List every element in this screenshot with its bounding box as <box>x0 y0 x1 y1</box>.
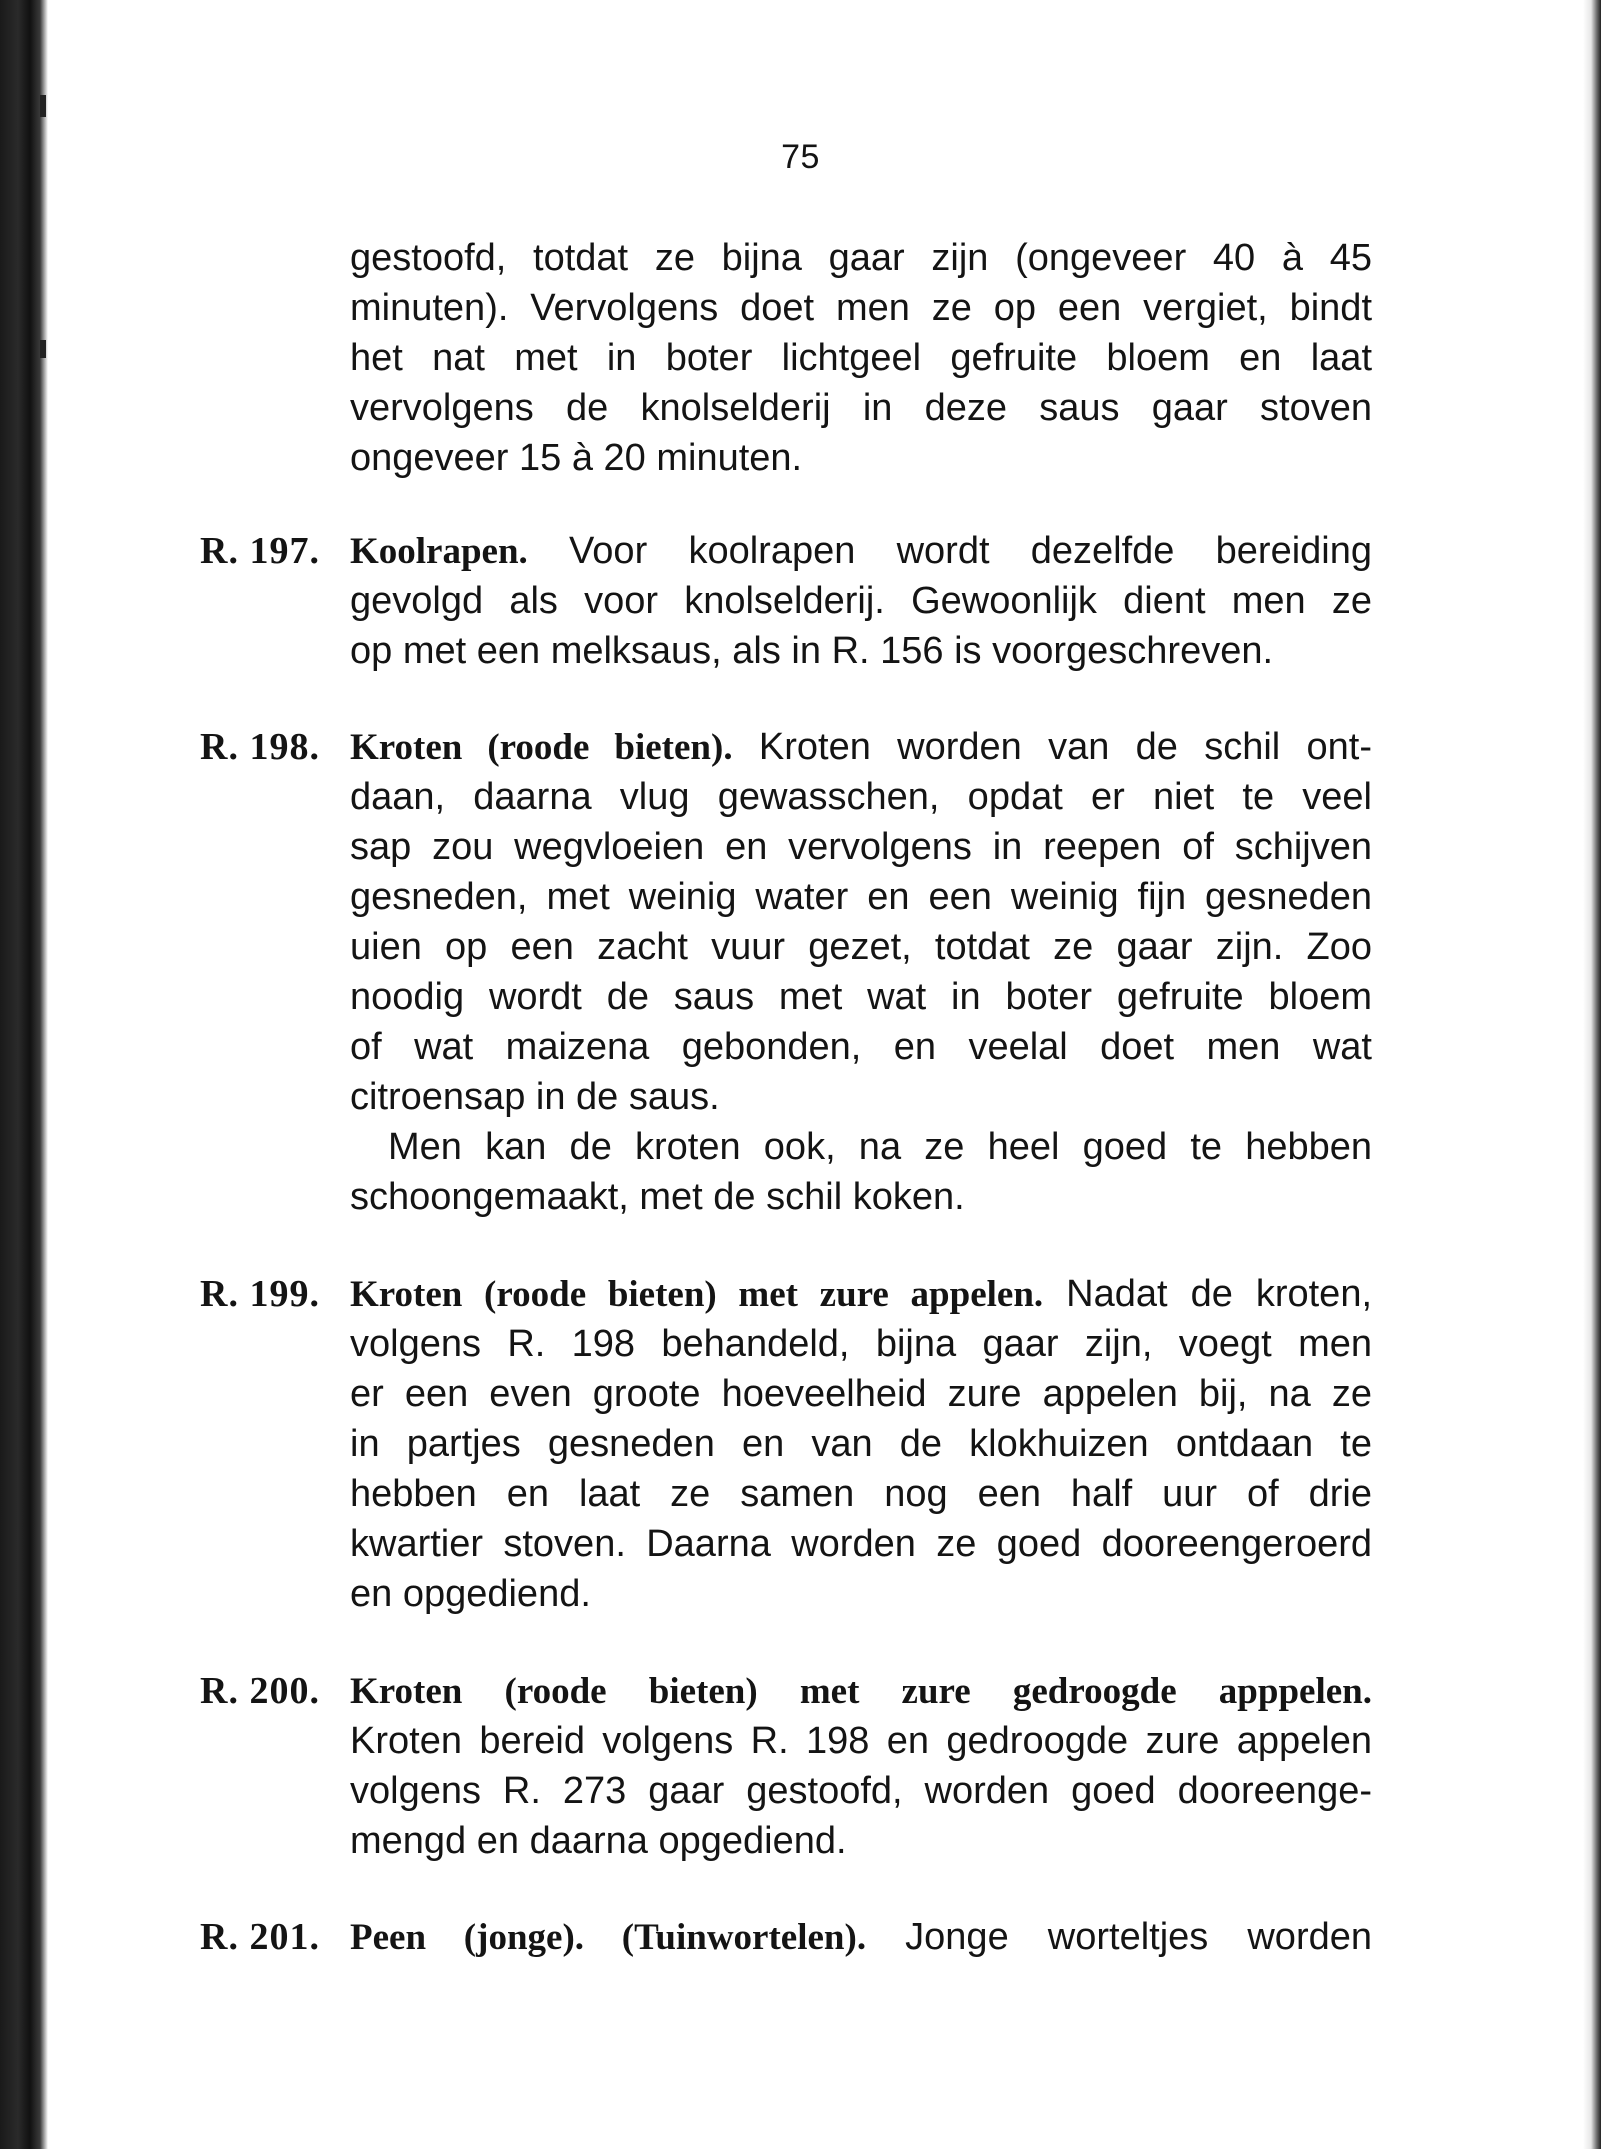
body-line: kwartier stoven. Daarna worden ze goed dooreengeroerd <box>350 1523 1372 1565</box>
body-line: er een even groote hoeveelheid zure appelen bij, na ze <box>350 1373 1372 1415</box>
body-line: of wat maizena gebonden, en veelal doet men wat <box>350 1026 1372 1068</box>
body-line: Kroten bereid volgens R. 198 en gedroogde zure appelen <box>350 1720 1372 1762</box>
body-line: volgens R. 273 gaar gestoofd, worden goed dooreenge- <box>350 1770 1372 1812</box>
body-line: vervolgens de knolselderij in deze saus gaar stoven <box>350 387 1372 429</box>
recipe-number: R. 199. <box>200 1273 320 1315</box>
recipe-heading-line <box>350 1912 1372 1962</box>
recipe-title: Kroten (roode bieten) met zure appelen. <box>350 1274 1044 1315</box>
body-line: minuten). Vervolgens doet men ze op een vergiet, bindt <box>350 287 1372 329</box>
body-line: en opgediend. <box>350 1573 591 1615</box>
recipe-heading-line <box>350 1269 1372 1319</box>
recipe-heading-line <box>350 1666 1372 1716</box>
recipe-heading-line <box>350 526 1372 576</box>
body-line: citroensap in de saus. <box>350 1076 720 1118</box>
recipe-number: R. 198. <box>200 726 320 768</box>
recipe-title: Kroten (roode bieten). <box>350 727 733 768</box>
binding-mark <box>40 340 46 358</box>
body-line: in partjes gesneden en van de klokhuizen ontdaan te <box>350 1423 1372 1465</box>
body-line: daan, daarna vlug gewasschen, opdat er niet te veel <box>350 776 1372 818</box>
binding-mark <box>40 95 46 117</box>
recipe-title: Peen (jonge). (Tuinwortelen). <box>350 1917 867 1958</box>
body-line: sap zou wegvloeien en vervolgens in reepen of schijven <box>350 826 1372 868</box>
body-line: uien op een zacht vuur gezet, totdat ze gaar zijn. Zoo <box>350 926 1372 968</box>
body-line: schoongemaakt, met de schil koken. <box>350 1176 965 1218</box>
body-text: Jonge worteltjes worden <box>866 1916 1373 1958</box>
recipe-number: R. 197. <box>200 530 320 572</box>
body-line: ongeveer 15 à 20 minuten. <box>350 437 803 479</box>
body-line: gestoofd, totdat ze bijna gaar zijn (ongeveer 40 à 45 <box>350 237 1372 279</box>
body-text: Voor koolrapen wordt dezelfde bereiding <box>527 530 1372 572</box>
body-line: het nat met in boter lichtgeel gefruite bloem en laat <box>350 337 1372 379</box>
body-text: Nadat de kroten, <box>1043 1273 1373 1315</box>
body-line: gevolgd als voor knolselderij. Gewoonlijk dient men ze <box>350 580 1372 622</box>
body-line: volgens R. 198 behandeld, bijna gaar zijn, voegt men <box>350 1323 1372 1365</box>
binding-edge <box>0 0 48 2149</box>
recipe-number: R. 200. <box>200 1670 320 1712</box>
body-text: Kroten worden van de schil ont- <box>732 726 1372 768</box>
body-line: noodig wordt de saus met wat in boter gefruite bloem <box>350 976 1372 1018</box>
recipe-number: R. 201. <box>200 1916 320 1958</box>
recipe-title: Kroten (roode bieten) met zure gedroogde apppelen. <box>350 1671 1372 1712</box>
recipe-heading-line <box>350 722 1372 772</box>
body-line: mengd en daarna opgediend. <box>350 1820 847 1862</box>
body-line: Men kan de kroten ook, na ze heel goed te hebben <box>388 1126 1372 1168</box>
recipe-title: Koolrapen. <box>350 531 528 572</box>
page-number: 75 <box>781 138 820 176</box>
body-line: hebben en laat ze samen nog een half uur of drie <box>350 1473 1372 1515</box>
scan-edge <box>1583 0 1601 2149</box>
body-line: gesneden, met weinig water en een weinig fijn gesneden <box>350 876 1372 918</box>
body-line: op met een melksaus, als in R. 156 is voorgeschreven. <box>350 630 1274 672</box>
